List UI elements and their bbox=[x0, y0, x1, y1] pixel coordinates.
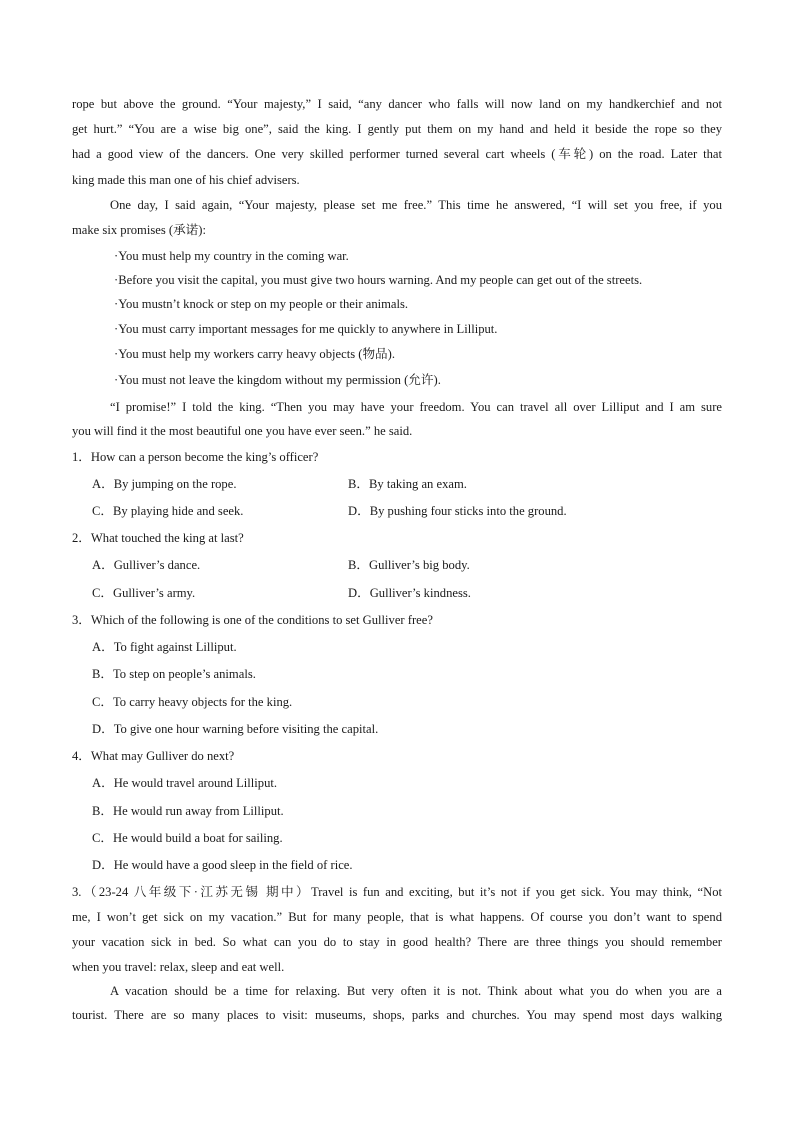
passage-line: you will find it the most beautiful one you have ever seen.” he said. bbox=[72, 424, 413, 438]
condition-item: ·You must help my workers carry heavy objects (物品). bbox=[114, 347, 395, 361]
question-stem: 2．What touched the king at last? bbox=[72, 531, 244, 545]
passage-line: 3.（23-24 八年级下·江苏无锡 期中）Travel is fun and exciting, but it’s not if you get sick. You may think, “Not bbox=[72, 885, 722, 899]
passage-line: your vacation sick in bed. So what can you do to stay in good health? There are three things you should remember bbox=[72, 935, 722, 949]
answer-option: D．He would have a good sleep in the field of rice. bbox=[92, 858, 353, 872]
condition-item: ·You must help my country in the coming war. bbox=[114, 249, 349, 263]
question-stem: 1．How can a person become the king’s officer? bbox=[72, 450, 319, 464]
answer-option: D．By pushing four sticks into the ground. bbox=[348, 504, 567, 518]
answer-option: D．To give one hour warning before visiting the capital. bbox=[92, 722, 379, 736]
condition-item: ·You must not leave the kingdom without my permission (允许). bbox=[114, 373, 441, 387]
passage-line: had a good view of the dancers. One very skilled performer turned several cart wheels (车轮) on the road. Later that bbox=[72, 147, 722, 161]
passage-line: me, I won’t get sick on my vacation.” But for many people, that is what happens. Of course you don’t want to spend bbox=[72, 910, 722, 924]
passage-line: One day, I said again, “Your majesty, please set me free.” This time he answered, “I will set you free, if you bbox=[110, 198, 722, 212]
answer-option: A．To fight against Lilliput. bbox=[92, 640, 237, 654]
answer-option: C．To carry heavy objects for the king. bbox=[92, 695, 293, 709]
passage-line: A vacation should be a time for relaxing. But very often it is not. Think about what you do when you are a bbox=[110, 984, 722, 998]
question-stem: 4．What may Gulliver do next? bbox=[72, 749, 235, 763]
condition-item: ·Before you visit the capital, you must give two hours warning. And my people can get out of the streets. bbox=[114, 273, 643, 287]
answer-option: A．Gulliver’s dance. bbox=[92, 558, 201, 572]
passage-line: king made this man one of his chief advisers. bbox=[72, 173, 300, 187]
passage-line: get hurt.” “You are a wise big one”, said the king. I gently put them on my hand and held it beside the rope so they bbox=[72, 122, 722, 136]
answer-option: B．Gulliver’s big body. bbox=[348, 558, 470, 572]
answer-option: D．Gulliver’s kindness. bbox=[348, 586, 471, 600]
answer-option: C．He would build a boat for sailing. bbox=[92, 831, 283, 845]
passage-line: when you travel: relax, sleep and eat well. bbox=[72, 960, 285, 974]
passage-line: “I promise!” I told the king. “Then you may have your freedom. You can travel all over Lilliput and I am sure bbox=[110, 400, 722, 414]
passage-line: rope but above the ground. “Your majesty,” I said, “any dancer who falls will now land on my handkerchief and not bbox=[72, 97, 722, 111]
answer-option: A．He would travel around Lilliput. bbox=[92, 776, 278, 790]
answer-option: C．By playing hide and seek. bbox=[92, 504, 244, 518]
answer-option: B．To step on people’s animals. bbox=[92, 667, 256, 681]
answer-option: B．By taking an exam. bbox=[348, 477, 467, 491]
question-stem: 3．Which of the following is one of the conditions to set Gulliver free? bbox=[72, 613, 433, 627]
condition-item: ·You mustn’t knock or step on my people or their animals. bbox=[114, 297, 409, 311]
answer-option: A．By jumping on the rope. bbox=[92, 477, 237, 491]
answer-option: B．He would run away from Lilliput. bbox=[92, 804, 284, 818]
answer-option: C．Gulliver’s army. bbox=[92, 586, 196, 600]
passage-line: make six promises (承诺): bbox=[72, 223, 206, 237]
condition-item: ·You must carry important messages for me quickly to anywhere in Lilliput. bbox=[114, 322, 498, 336]
passage-line: tourist. There are so many places to visit: museums, shops, parks and churches. You may spend most days walking bbox=[72, 1008, 722, 1022]
